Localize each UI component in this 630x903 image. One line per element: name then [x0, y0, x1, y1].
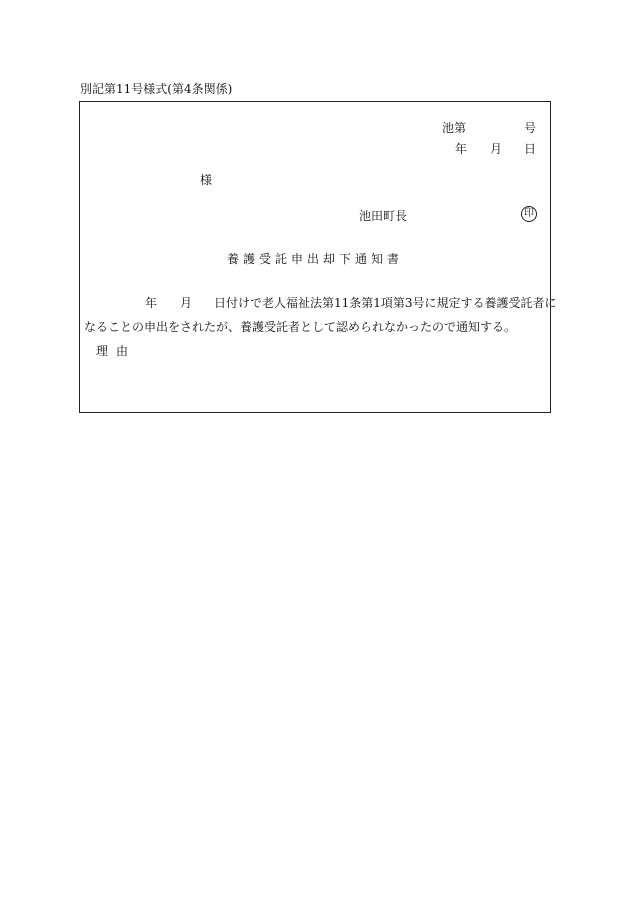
issuer-name: 池田町長: [359, 209, 408, 223]
document-number-prefix: 池第: [442, 121, 467, 135]
seal-stamp-icon: 印: [521, 206, 537, 222]
body-month-label: 月: [180, 296, 193, 310]
document-title: 養護受託申出却下通知書: [226, 252, 403, 266]
document-number-suffix: 号: [524, 121, 537, 135]
body-text-line-1: 日付けで老人福祉法第11条第1項第3号に規定する養護受託者に: [214, 296, 557, 310]
reason-label: 理由: [96, 344, 137, 358]
body-text-line-2: なることの申出をされたが、養護受託者として認められなかったので通知する。: [84, 320, 517, 334]
issue-date-day-label: 日: [524, 142, 537, 156]
addressee-honorific: 様: [200, 173, 213, 187]
body-year-label: 年: [145, 296, 158, 310]
issue-date-year-label: 年: [455, 142, 468, 156]
form-number-header: 別記第11号様式(第4条関係): [80, 82, 233, 96]
issue-date-month-label: 月: [490, 142, 503, 156]
notice-form: [79, 101, 557, 413]
